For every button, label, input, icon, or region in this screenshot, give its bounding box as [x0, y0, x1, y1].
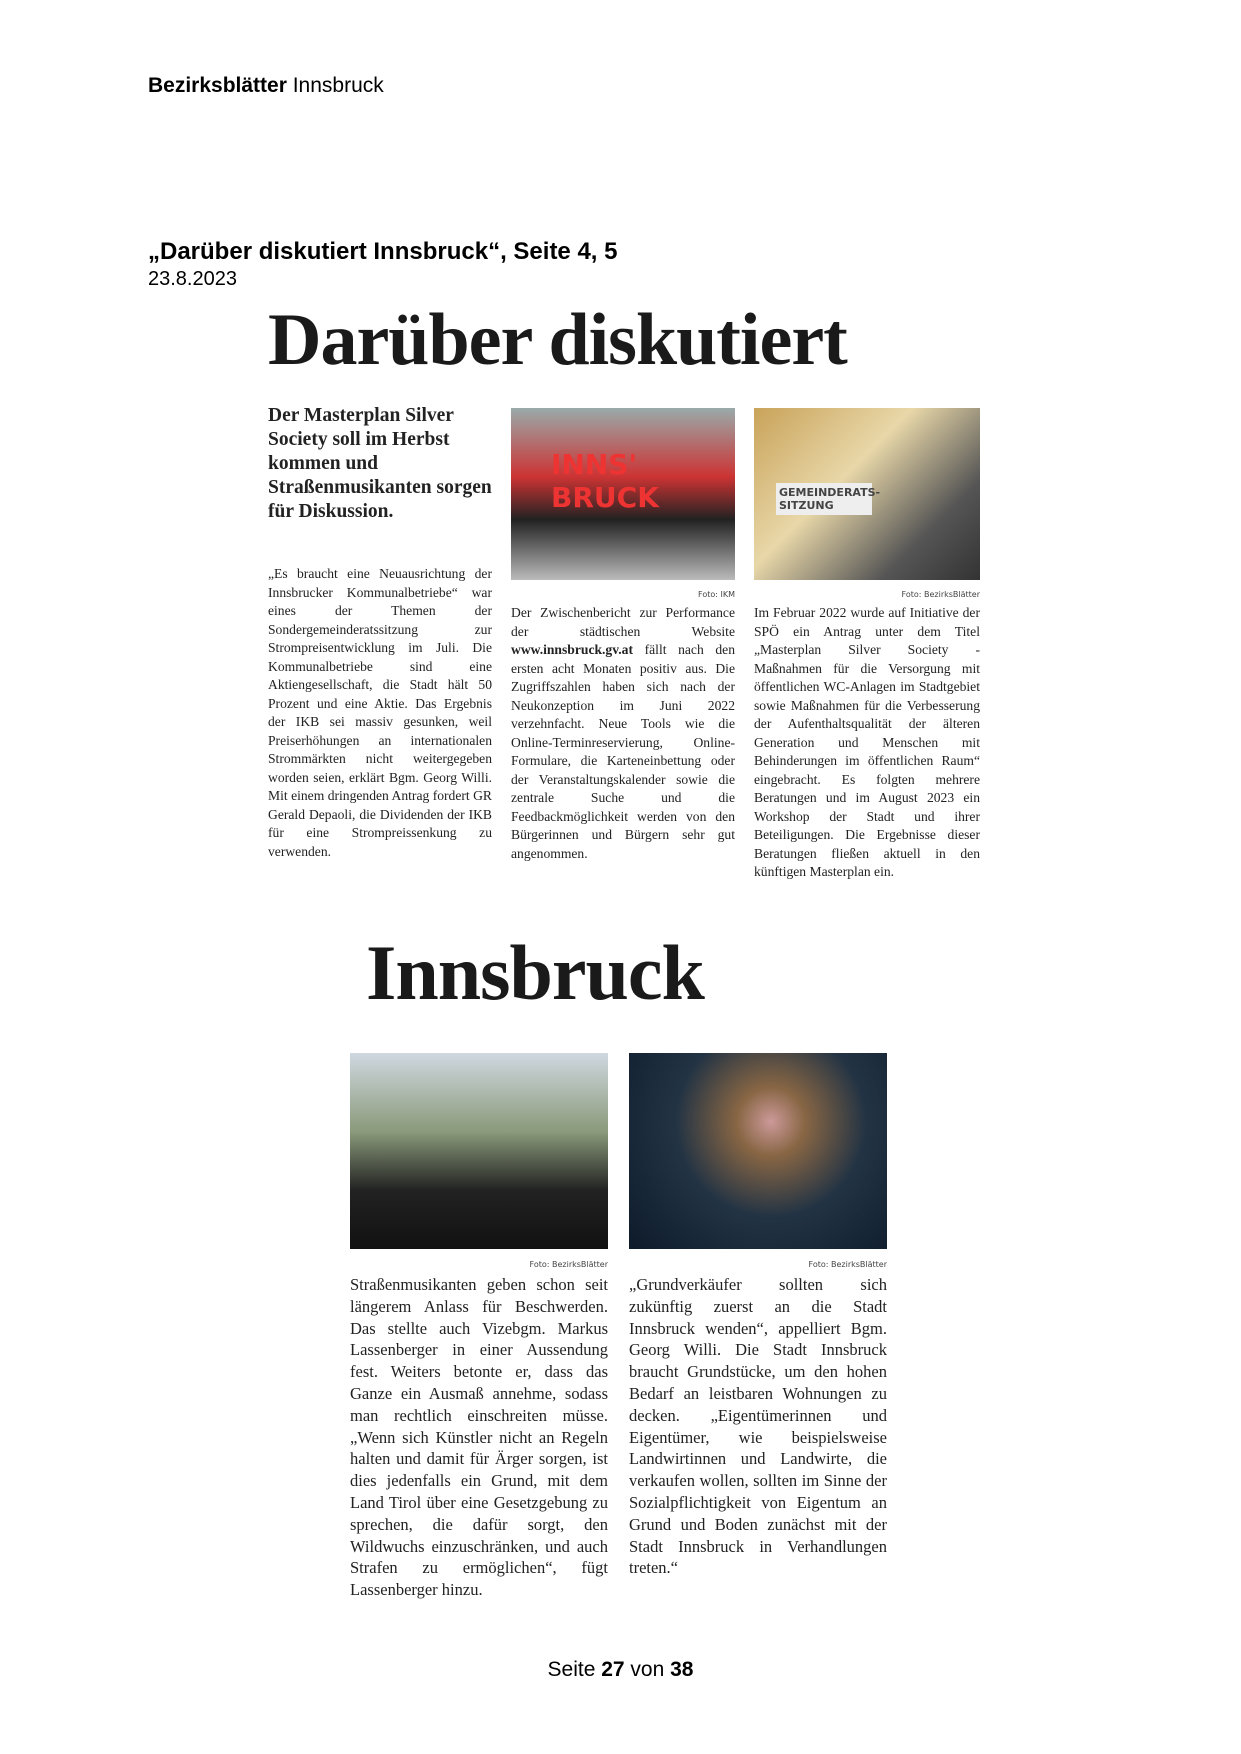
total-pages: 38 — [670, 1658, 694, 1681]
photo-label: GEMEINDERATS- SITZUNG — [776, 483, 872, 515]
article-title: „Darüber diskutiert Innsbruck“, Seite 4, 5 — [148, 238, 618, 265]
footer-text: Seite — [547, 1658, 602, 1681]
column-2-text — [511, 604, 735, 863]
text: fällt nach den ersten acht Monaten positiv aus. Die Zugriffszahlen haben sich nach der Neukonzeption im Juni 2022 verzehnfacht. Neue Tools wie die Online-Terminreservierung, Online-Formulare, die Karteneinbettung oder der Veranstaltungskalender sowie die zentrale Suche und die Feedbackmöglichkeit werden von den Bürgerinnen und Bürgern sehr gut angenommen. — [511, 642, 735, 861]
website-url: www.innsbruck.gv.at — [511, 642, 633, 657]
brand-rest: Innsbruck — [286, 74, 384, 97]
headline-bottom: Innsbruck — [366, 929, 704, 1016]
photo-credit: Foto: BezirksBlätter — [808, 1260, 887, 1269]
photo-credit: Foto: IKM — [698, 590, 735, 599]
photo-label: INNS' BRUCK — [551, 448, 659, 514]
photo-inns-bruck — [511, 408, 735, 580]
column-3-text: Im Februar 2022 wurde auf Initiative der SPÖ ein Antrag unter dem Titel „Masterplan Silver Society - Maßnahmen für die Versorgung mit öffentlichen WC-Anlagen im Stadtgebiet sowie Maßnahmen für die Verbesserung der Aufenthaltsqualität der älteren Generation und Menschen mit Behinderungen im öffentlichen Raum“ eingebracht. Es folgten mehrere Beratungen und im August 2023 ein Workshop der Stadt und ihrer Beteiligungen. Die Ergebnisse dieser Beratungen fließen aktuell in den künftigen Masterplan ein. — [754, 605, 980, 879]
publication-header — [148, 74, 384, 98]
photo-gemeinderatssitzung — [754, 408, 980, 580]
column-5-text: „Grundverkäufer sollten sich zukünftig zuerst an die Stadt Innsbruck wenden“, appelliert Bgm. Georg Willi. Die Stadt Innsbruck braucht Grundstücke, um den hohen Bedarf an leistbaren Wohnungen zu decken. „Eigentümerinnen und Eigentümer, wie beispielsweise Landwirtinnen und Landwirte, die verkaufen wollen, sollten im Sinne der Sozialpflichtigkeit von Eigentum an Grund und Boden zunächst mit der Stadt Innsbruck in Verhandlungen treten.“ — [629, 1275, 887, 1578]
article-date: 23.8.2023 — [148, 268, 237, 290]
photo-credit: Foto: BezirksBlätter — [529, 1260, 608, 1269]
text: Der Zwischenbericht zur Performance der städtischen Website — [511, 605, 735, 639]
photo-credit: Foto: BezirksBlätter — [901, 590, 980, 599]
brand-bold: Bezirksblätter — [148, 74, 287, 97]
photo-street-pianist — [350, 1053, 608, 1249]
headline-top: Darüber diskutiert — [268, 299, 847, 381]
footer-text: von — [624, 1658, 671, 1681]
lead-text: Der Masterplan Silver Society soll im Herbst kommen und Straßenmusikanten sorgen für Diskussion. — [268, 405, 492, 522]
photo-georg-willi — [629, 1053, 887, 1249]
page-footer — [0, 1658, 1241, 1682]
column-4-text: Straßenmusikanten geben schon seit längerem Anlass für Beschwerden. Das stellte auch Vizebgm. Markus Lassenberger in einer Aussendung fest. Weiters betonte er, dass das Ganze ein Ausmaß annehme, sodass man rechtlich einschreiten müsse. „Wenn sich Künstler nicht an Regeln halten und damit für Ärger sorgen, ist dies jedenfalls ein Grund, mit dem Land Tirol über eine Gesetzgebung zu sprechen, die dafür sorgt, den Wildwuchs einzuschränken, und auch Strafen zu ermöglichen“, fügt Lassenberger hinzu. — [350, 1275, 608, 1600]
column-1-text: „Es braucht eine Neuausrichtung der Innsbrucker Kommunalbetriebe“ war eines der Themen der Sondergemeinderatssitzung zur Strompreisentwicklung im Juli. Die Kommunalbetriebe sind eine Aktiengesellschaft, die Stadt hält 50 Prozent und eine Aktie. Das Ergebnis der IKB sei massiv gesunken, weil Preiserhöhungen an internationalen Strommärkten nicht weitergegeben worden seien, erklärt Bgm. Georg Willi. Mit einem dringenden Antrag fordert GR Gerald Depaoli, die Dividenden der IKB für eine Strompreissenkung zu verwenden. — [268, 566, 492, 859]
page-number: 27 — [601, 1658, 625, 1681]
